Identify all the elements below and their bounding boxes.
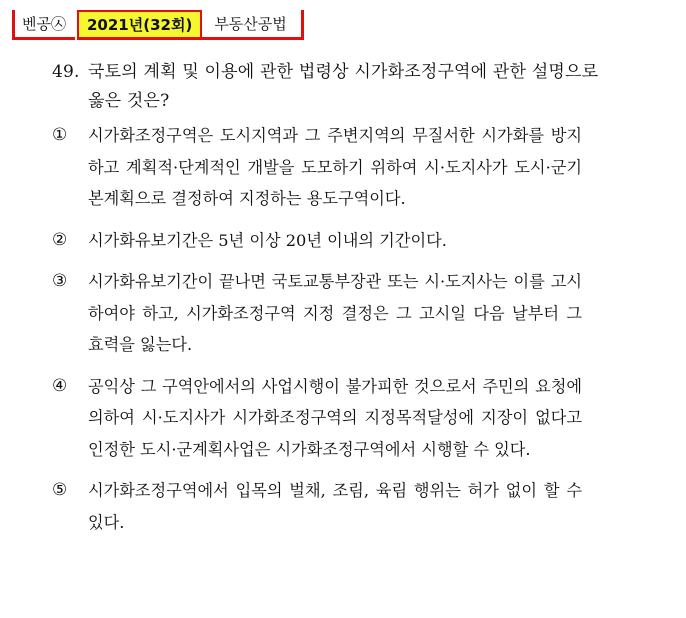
- option-1-text: 시가화조정구역은 도시지역과 그 주변지역의 무질서한 시가화를 방지하고 계획적·단계적인 개발을 도모하기 위하여 시·도지사가 도시·군기본계획으로 결정하여 지정하는 용도구역이다.: [88, 126, 582, 208]
- source-tag: 벤공㉦: [12, 10, 75, 40]
- exam-header: [12, 10, 304, 40]
- option-3-text: 시가화유보기간이 끝나면 국토교통부장관 또는 시·도지사는 이를 고시하여야 하고, 시가화조정구역 지정 결정은 그 고시일 다음 날부터 그 효력을 잃는다.: [88, 272, 582, 354]
- option-5-mark: ⑤: [52, 480, 68, 500]
- answer-options: [52, 120, 582, 548]
- option-4-mark: ④: [52, 375, 68, 396]
- option-2-text: 시가화유보기간은 5년 이상 20년 이내의 기간이다.: [88, 230, 447, 250]
- option-1-mark: ①: [52, 125, 68, 145]
- option-5-text: 시가화조정구역에서 입목의 벌채, 조림, 육림 행위는 허가 없이 할 수 있다.: [88, 481, 582, 532]
- question-number: 49.: [52, 62, 80, 82]
- question-text: 국토의 계획 및 이용에 관한 법령상 시가화조정구역에 관한 설명으로 옳은 것은?: [88, 62, 599, 111]
- option-3-mark: ③: [52, 271, 68, 291]
- option-4-text: 공익상 그 구역안에서의 사업시행이 불가피한 것으로서 주민의 요청에 의하여 시·도지사가 시가화조정구역의 지정목적달성에 지장이 없다고 인정한 도시·군계획사업은 시가화조정구역에서 시행할 수 있다.: [88, 376, 582, 459]
- option-1[interactable]: [52, 120, 582, 215]
- year-badge: 2021년(32회): [77, 10, 202, 40]
- question-stem: [52, 58, 612, 116]
- option-5[interactable]: [52, 475, 582, 538]
- option-2[interactable]: [52, 225, 582, 257]
- subject-tag: 부동산공법: [202, 10, 303, 40]
- option-2-mark: ②: [52, 229, 68, 250]
- option-4[interactable]: [52, 371, 582, 466]
- option-3[interactable]: [52, 266, 582, 361]
